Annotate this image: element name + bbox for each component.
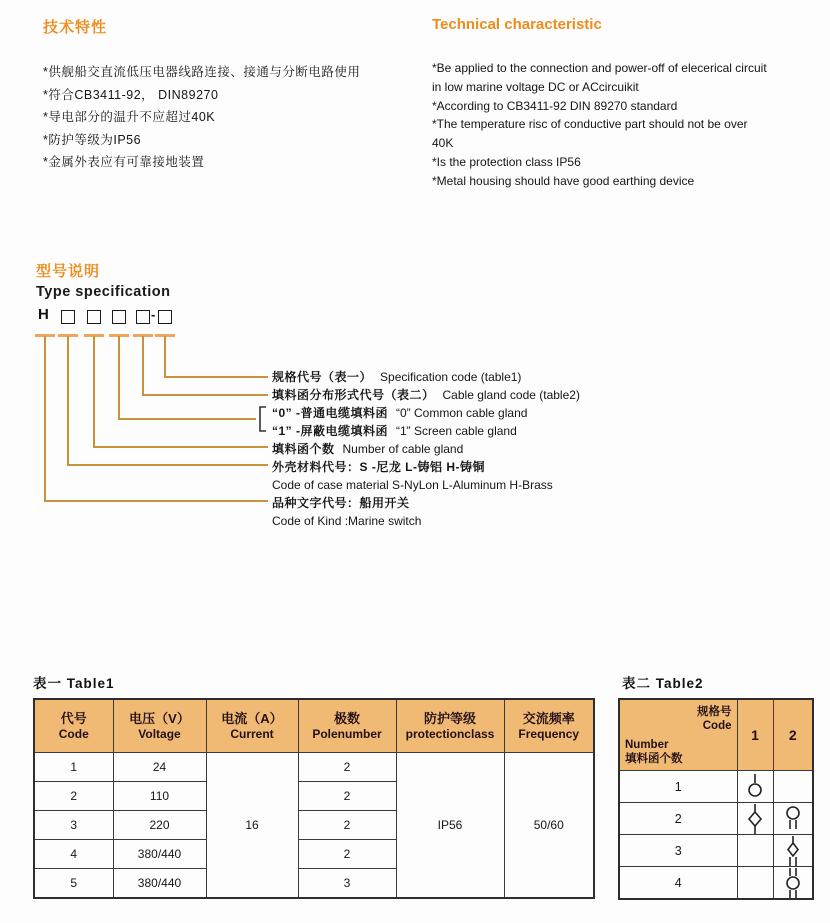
table2-header-col1: 1	[737, 699, 773, 771]
table2-row	[619, 803, 813, 835]
callout-en: Specification code (table1)	[380, 370, 522, 384]
cell-voltage: 380/440	[113, 869, 206, 899]
tech-line-en: *According to CB3411-92 DIN 89270 standard	[432, 98, 678, 113]
callout-case-material-zh	[272, 458, 485, 476]
callout-kind-code-en: Code of Kind :Marine switch	[272, 514, 422, 528]
cell-code: 5	[34, 869, 113, 899]
callout-en: Number of cable gland	[342, 442, 464, 456]
tech-bullet-zh: *符合CB3411-92， DIN89270	[43, 87, 219, 102]
cell-gland-count: 2	[619, 803, 737, 835]
model-letter-h: H	[38, 306, 49, 323]
table1-header-frequency: 交流频率 Frequency	[504, 699, 594, 753]
cell-protection-merged: IP56	[396, 753, 504, 899]
callout-screen-gland-option	[272, 422, 517, 440]
cell-poles: 2	[298, 840, 396, 869]
callout-specification-code	[272, 368, 521, 386]
callout-en: Cable gland code (table2)	[442, 388, 580, 402]
type-spec-heading-en: Type specification	[36, 284, 171, 300]
gland-double-bottom-icon	[774, 803, 813, 834]
table1-header-protectionclass: 防护等级 protectionclass	[396, 699, 504, 753]
callout-zh: 填料函个数	[272, 442, 335, 456]
gland-top-and-bottom-icon	[738, 803, 773, 834]
cell-code: 4	[34, 840, 113, 869]
cell-code: 3	[34, 811, 113, 840]
cell-poles: 2	[298, 753, 396, 782]
tech-heading-en: Technical characteristic	[432, 16, 602, 33]
callout-zh: “0” -普通电缆填料函	[272, 406, 389, 420]
callout-en: “1” Screen cable gland	[396, 424, 517, 438]
tech-line-en: *The temperature risc of conductive part should not be over	[432, 117, 748, 132]
model-dash: -	[151, 307, 156, 322]
table2-title: 表二 Table2	[622, 676, 704, 691]
cell-gland-count: 4	[619, 867, 737, 900]
tech-line-en: 40K	[432, 136, 454, 151]
table2-row	[619, 835, 813, 867]
callout-gland-number	[272, 440, 463, 458]
cell-gland-count: 3	[619, 835, 737, 867]
gland-top-double-bottom-icon	[774, 835, 813, 866]
callout-zh: 规格代号（表一）	[272, 370, 373, 384]
callout-zh: 品种文字代号：船用开关	[272, 496, 410, 510]
cell-poles: 2	[298, 782, 396, 811]
table1	[33, 698, 595, 899]
tech-bullet-zh: *防护等级为IP56	[43, 132, 142, 147]
cell-poles: 2	[298, 811, 396, 840]
tech-bullet-zh: *供舰船交直流低压电器线路连接、接通与分断电路使用	[43, 65, 361, 79]
table2-header-row	[619, 699, 813, 771]
callout-common-gland-option	[272, 404, 527, 422]
tech-line-en: *Is the protection class IP56	[432, 154, 581, 169]
table1-row	[34, 753, 594, 782]
gland-double-top-double-bottom-icon	[774, 867, 813, 898]
tech-line-en: *Be applied to the connection and power-off of elecerical circuit	[432, 61, 767, 75]
table2-diagonal-header	[619, 699, 737, 771]
tech-bullet-zh: *导电部分的温升不应超过40K	[43, 110, 216, 124]
cell-voltage: 110	[113, 782, 206, 811]
table2-row	[619, 771, 813, 803]
table1-header-polenumber: 极数 Polenumber	[298, 699, 396, 753]
diag-label-code: 规格号 Code	[697, 706, 732, 732]
table2-header-col2: 2	[773, 699, 813, 771]
tech-bullet-zh: *金属外表应有可靠接地装置	[43, 155, 205, 169]
callout-zh: “1” -屏蔽电缆填料函	[272, 424, 389, 438]
callout-cable-gland-code	[272, 386, 580, 404]
callout-en: “0” Common cable gland	[396, 406, 528, 420]
cell-voltage: 24	[113, 753, 206, 782]
type-spec-heading-zh: 型号说明	[36, 263, 101, 280]
callout-zh: 填料函分布形式代号（表二）	[272, 388, 435, 402]
cell-code: 2	[34, 782, 113, 811]
table2	[618, 698, 814, 900]
cell-poles: 3	[298, 869, 396, 899]
bracket-icon	[260, 407, 266, 431]
tech-heading-zh: 技术特性	[43, 19, 108, 36]
table1-header-current: 电流（A） Current	[206, 699, 298, 753]
cell-code: 1	[34, 753, 113, 782]
cell-voltage: 220	[113, 811, 206, 840]
cell-frequency-merged: 50/60	[504, 753, 594, 899]
callout-kind-code-zh	[272, 494, 410, 512]
tech-line-en: in low marine voltage DC or ACcircuikit	[432, 79, 639, 94]
cell-gland-count: 1	[619, 771, 737, 803]
table1-title: 表一 Table1	[33, 676, 115, 691]
callout-zh: 外壳材料代号：S -尼龙 L-铸铝 H-铸铜	[272, 460, 485, 474]
cell-voltage: 380/440	[113, 840, 206, 869]
diag-label-number: Number 填料函个数	[625, 739, 683, 765]
callout-case-material-en: Code of case material S-NyLon L-Aluminum H-Brass	[272, 478, 553, 492]
table1-header-voltage: 电压（V） Voltage	[113, 699, 206, 753]
tech-line-en: *Metal housing should have good earthing device	[432, 173, 695, 188]
cell-current-merged: 16	[206, 753, 298, 899]
table1-header-code: 代号 Code	[34, 699, 113, 753]
gland-single-top-icon	[738, 771, 773, 802]
table1-header-row	[34, 699, 594, 753]
table2-row	[619, 867, 813, 900]
